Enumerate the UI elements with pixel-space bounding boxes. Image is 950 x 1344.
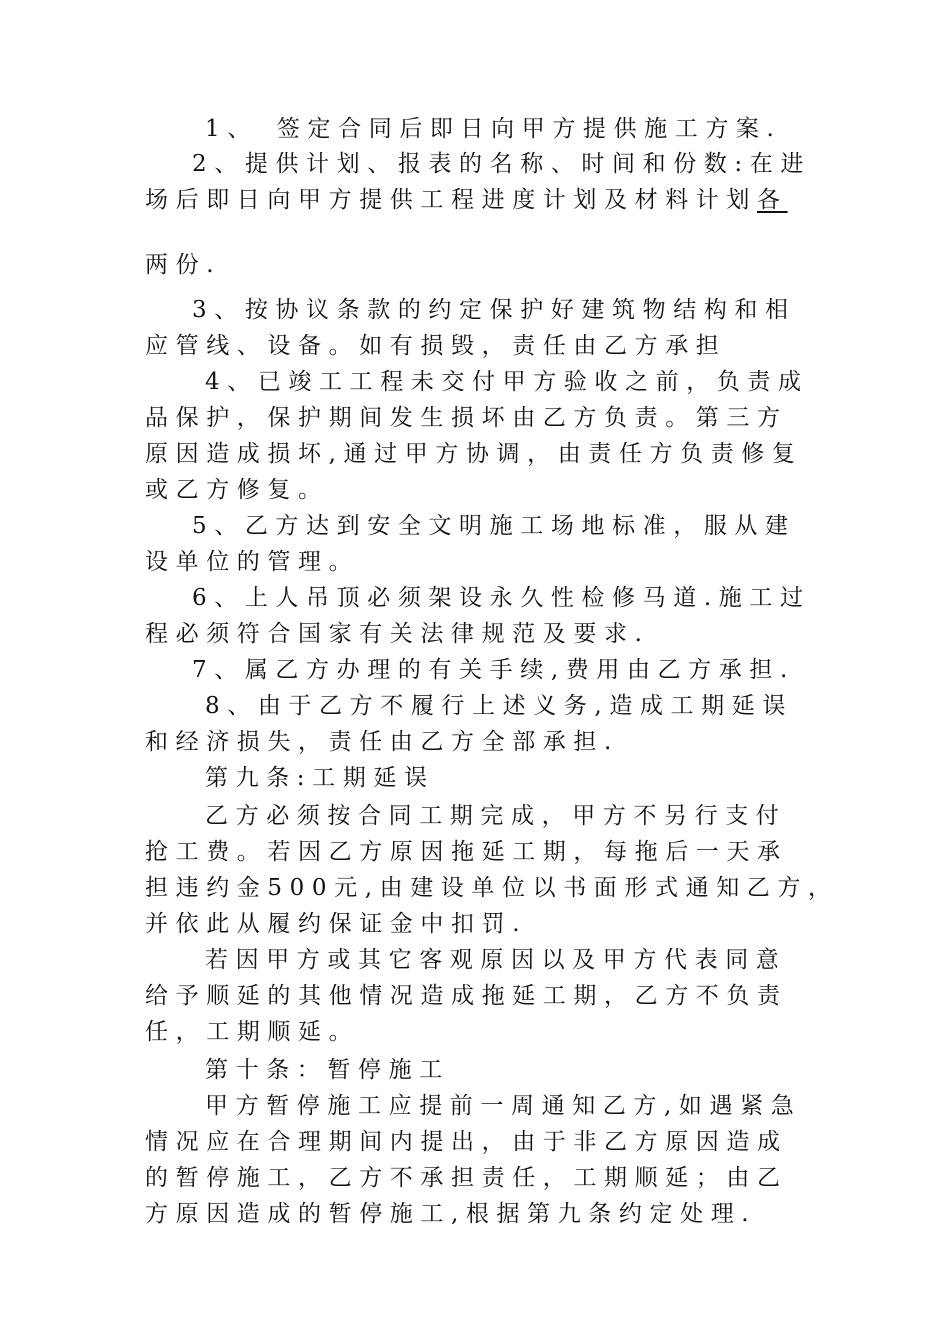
article-10-heading: 第十条：暂停施工: [205, 1057, 450, 1083]
underlined-word: 各: [757, 187, 788, 213]
article-9-para-1-line-3: 担违约金500元,由建设单位以书面形式通知乙方，: [145, 875, 839, 901]
clause-3-line-2: 应管线、设备。如有损毁，责任由乙方承担: [145, 333, 727, 359]
clause-4-line-3: 原因造成损坏,通过甲方协调，由责任方负责修复: [145, 441, 803, 467]
clause-5-line-1: 5、乙方达到安全文明施工场地标准，服从建: [192, 513, 796, 539]
article-9-para-2-line-2: 给予顺延的其他情况造成拖延工期，乙方不负责: [145, 983, 788, 1009]
clause-2-line-2-text: 场后即日向甲方提供工程进度计划及材料计划: [145, 187, 757, 213]
clause-4-line-2: 品保护，保护期间发生损坏由乙方负责。第三方: [145, 405, 788, 431]
clause-5-line-2: 设单位的管理。: [145, 549, 360, 575]
article-10-para-line-1: 甲方暂停施工应提前一周通知乙方,如遇紧急: [205, 1093, 802, 1119]
article-9-para-2-line-1: 若因甲方或其它客观原因以及甲方代表同意: [205, 947, 787, 973]
clause-1-line: 1、 签定合同后即日向甲方提供施工方案.: [205, 116, 782, 142]
clause-2-line-1: 2、提供计划、报表的名称、时间和份数:在进: [192, 151, 811, 177]
clause-6-line-1: 6、上人吊顶必须架设永久性检修马道.施工过: [192, 585, 811, 611]
clause-4-line-1: 4、已竣工工程未交付甲方验收之前，负责成: [205, 369, 809, 395]
article-10-para-line-4: 方原因造成的暂停施工,根据第九条约定处理.: [145, 1201, 757, 1227]
clause-3-line-1: 3、按协议条款的约定保护好建筑物结构和相: [192, 297, 796, 323]
article-9-para-1-line-1: 乙方必须按合同工期完成，甲方不另行支付: [205, 803, 787, 829]
clause-6-line-2: 程必须符合国家有关法律规范及要求.: [145, 621, 650, 647]
clause-4-line-4: 或乙方修复。: [145, 477, 329, 503]
article-10-para-line-3: 的暂停施工，乙方不承担责任，工期顺延；由乙: [145, 1165, 788, 1191]
article-9-para-1-line-4: 并依此从履约保证金中扣罚.: [145, 911, 528, 937]
article-9-heading: 第九条:工期延误: [205, 765, 435, 791]
clause-7-line: 7、属乙方办理的有关手续,费用由乙方承担.: [192, 657, 795, 683]
article-10-para-line-2: 情况应在合理期间内提出，由于非乙方原因造成: [145, 1129, 788, 1155]
clause-8-line-1: 8、由于乙方不履行上述义务,造成工期延误: [205, 693, 793, 719]
clause-2-line-3: 两份.: [145, 252, 222, 278]
clause-8-line-2: 和经济损失，责任由乙方全部承担.: [145, 729, 619, 755]
article-9-para-2-line-3: 任，工期顺延。: [145, 1019, 360, 1045]
article-9-para-1-line-2: 抢工费。若因乙方原因拖延工期，每拖后一天承: [145, 839, 788, 865]
clause-2-line-2: [145, 185, 788, 215]
